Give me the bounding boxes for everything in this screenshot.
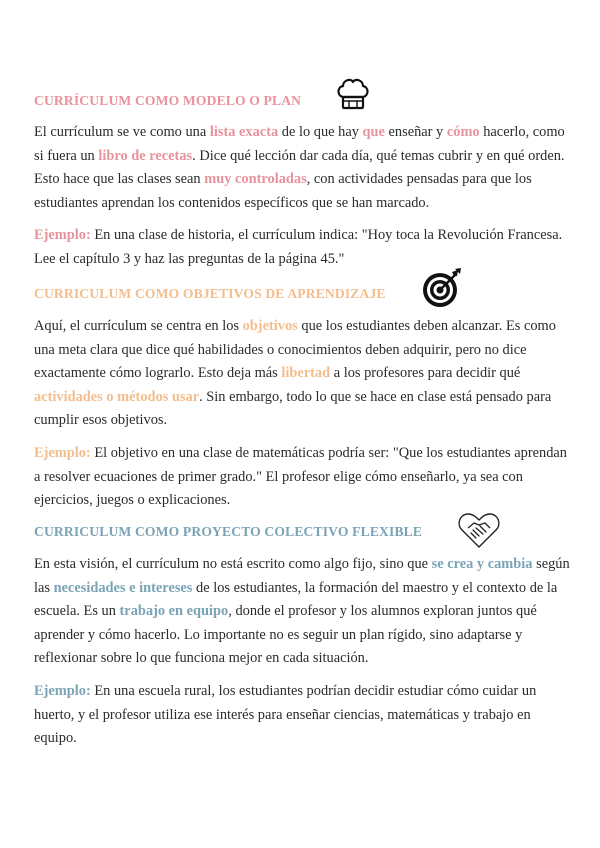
text-run: . Sin embargo, todo lo que se hace en clase está pensado para cumplir esos objetivos.	[34, 388, 552, 429]
chef-hat-icon	[334, 74, 372, 117]
section-body	[34, 553, 570, 751]
highlight-term: muy controladas	[204, 171, 307, 188]
target-arrow-icon	[419, 266, 463, 315]
paragraph	[34, 553, 570, 671]
section-heading: CURRICULUM COMO PROYECTO COLECTIVO FLEXIBLE	[34, 524, 423, 539]
highlight-term: libertad	[281, 365, 331, 382]
text-run: de lo que hay	[278, 124, 363, 140]
paragraph	[34, 121, 570, 215]
text-run: según las	[34, 556, 570, 596]
text-run: a los profesores para decidir qué	[330, 365, 521, 382]
text-run: Aquí, el currículum se centra en los	[34, 318, 243, 334]
example-label: Ejemplo:	[34, 682, 91, 699]
example-paragraph	[34, 680, 570, 751]
text-run: . Dice qué lección dar cada día, qué temas cubrir y en qué orden. Esto hace que las clases sean	[34, 147, 565, 188]
highlight-term: cómo	[446, 124, 480, 140]
highlight-term: que	[362, 124, 385, 140]
highlight-term: libro de recetas	[98, 147, 193, 164]
example-paragraph	[34, 442, 570, 513]
highlight-term: trabajo en equipo	[119, 603, 229, 620]
text-run: En esta visión, el currículum no está escrito como algo fijo, sino que	[34, 556, 432, 572]
example-text: En una clase de historia, el currículum indica: "Hoy toca la Revolución Francesa. Lee el capítulo 3 y haz las preguntas de la página 45."	[34, 227, 563, 267]
highlight-term: actividades o métodos usar	[34, 388, 200, 405]
text-run: hacerlo, como si fuera un	[34, 124, 565, 164]
highlight-term: se crea y cambia	[431, 556, 533, 572]
text-run: El currículum se ve como una	[34, 124, 210, 140]
text-run: , con actividades pensadas para que los estudiantes aprendan los contenidos específicos que se han marcado.	[34, 171, 532, 211]
text-run: , donde el profesor y los alumnos exploran juntos qué aprender y cómo hacerlo. Lo importante no es seguir un plan rígido, sino adaptarse y reflexionar sobre lo que funciona mejor en cada situación.	[34, 603, 537, 667]
section-body	[34, 315, 570, 513]
text-run: enseñar y	[384, 124, 447, 140]
section-modelo-plan	[34, 92, 570, 110]
highlight-term: lista exacta	[209, 124, 279, 140]
example-text: En una escuela rural, los estudiantes podrían decidir estudiar cómo cuidar un huerto, y el profesor utiliza ese interés para enseñar ciencias, matemáticas y trabajo en equipo.	[34, 682, 537, 747]
text-run: que los estudiantes deben alcanzar. Es como una meta clara que dice qué habilidades o conocimientos deben adquirir, pero no dice exactamente cómo lograrlo. Esto deja más	[34, 318, 556, 382]
example-text: El objetivo en una clase de matemáticas podría ser: "Que los estudiantes aprendan a resolver ecuaciones de primer grado." El profesor elige cómo enseñarlo, ya sea con ejercicios, juegos o explicaciones.	[34, 444, 567, 509]
highlight-term: objetivos	[242, 318, 298, 334]
section-heading: CURRICULUM COMO OBJETIVOS DE APRENDIZAJE	[34, 286, 386, 301]
section-body	[34, 121, 570, 272]
handshake-heart-icon	[457, 511, 501, 556]
section-objetivos	[34, 285, 570, 303]
example-label: Ejemplo:	[34, 444, 91, 461]
text-run: de los estudiantes, la formación del maestro y el contexto de la escuela. Es un	[34, 579, 558, 620]
highlight-term: necesidades e intereses	[53, 579, 193, 596]
section-heading: CURRÍCULUM COMO MODELO O PLAN	[34, 93, 302, 108]
example-label: Ejemplo:	[34, 227, 91, 244]
example-paragraph	[34, 224, 570, 271]
paragraph	[34, 315, 570, 433]
